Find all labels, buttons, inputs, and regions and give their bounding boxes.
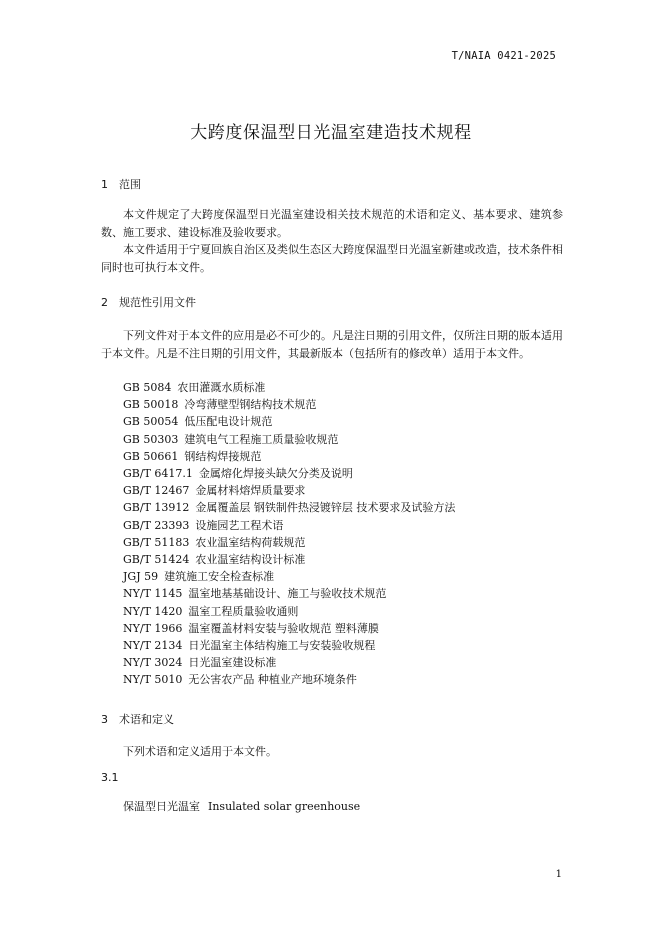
reference-code: NY/T 1420 (123, 604, 183, 618)
reference-code: NY/T 1966 (123, 621, 183, 635)
paragraph: 本文件规定了大跨度保温型日光温室建设相关技术规范的术语和定义、基本要求、建筑参数、施工要求、建设标准及验收要求。 (101, 208, 563, 239)
reference-name: 农田灌溉水质标准 (177, 381, 266, 394)
reference-item (123, 585, 455, 602)
reference-name: 日光温室主体结构施工与安装验收规程 (188, 639, 376, 653)
reference-item (123, 379, 455, 396)
reference-code: NY/T 5010 (123, 673, 183, 687)
reference-name: 无公害农产品 种植业产地环境条件 (188, 673, 357, 687)
reference-name: 低压配电设计规范 (184, 415, 273, 429)
standard-number: T/NAIA 0421-2025 (451, 50, 556, 62)
section-title: 范围 (119, 178, 141, 191)
reference-item (123, 654, 455, 671)
paragraph: 下列文件对于本文件的应用是必不可少的。凡是注日期的引用文件，仅所注日期的版本适用于本文件。凡是不注日期的引用文件，其最新版本（包括所有的修改单）适用于本文件。 (101, 329, 563, 360)
reference-code: GB/T 51424 (123, 553, 190, 567)
reference-name: 建筑电气工程施工质量验收规范 (184, 432, 339, 446)
reference-item (123, 482, 455, 499)
reference-name: 金属材料熔焊质量要求 (195, 484, 306, 498)
paragraph: 本文件适用于宁夏回族自治区及类似生态区大跨度保温型日光温室新建或改造，技术条件相同时也可执行本文件。 (101, 243, 563, 274)
reference-name: 温室覆盖材料安装与验收规范 塑料薄膜 (188, 621, 379, 635)
reference-item (123, 551, 455, 568)
reference-item (123, 413, 455, 430)
reference-code: GB/T 23393 (123, 518, 190, 532)
section-number: 2 (101, 296, 108, 309)
reference-item (123, 396, 455, 413)
reference-code: GB 5084 (123, 381, 172, 394)
section-heading-scope (101, 176, 141, 192)
normative-refs-intro (101, 327, 563, 362)
reference-name: 金属熔化焊接头缺欠分类及说明 (198, 467, 353, 481)
reference-name: 建筑施工安全检查标准 (164, 570, 275, 584)
reference-item (123, 568, 455, 585)
reference-code: GB/T 51183 (123, 535, 190, 549)
reference-name: 日光温室建设标准 (188, 656, 277, 670)
reference-name: 温室工程质量验收通则 (188, 604, 299, 618)
section-title: 规范性引用文件 (119, 296, 196, 309)
section-heading-normative-refs (101, 294, 196, 310)
reference-item (123, 671, 455, 688)
reference-code: NY/T 3024 (123, 656, 183, 670)
reference-code: GB/T 12467 (123, 484, 190, 498)
reference-code: NY/T 2134 (123, 639, 183, 653)
document-title: 大跨度保温型日光温室建造技术规程 (190, 123, 472, 143)
reference-name: 钢结构焊接规范 (184, 449, 262, 463)
reference-item (123, 517, 455, 534)
reference-name: 农业温室结构荷载规范 (195, 535, 306, 549)
reference-code: GB 50018 (123, 398, 179, 412)
reference-item (123, 465, 455, 482)
reference-item (123, 431, 455, 448)
reference-name: 设施园艺工程术语 (195, 518, 284, 532)
reference-code: GB/T 6417.1 (123, 467, 193, 481)
page-number: 1 (555, 869, 562, 880)
reference-list (123, 379, 455, 689)
reference-name: 温室地基基础设计、施工与验收技术规范 (188, 587, 387, 601)
reference-code: NY/T 1145 (123, 587, 183, 601)
reference-item (123, 534, 455, 551)
section-number: 1 (101, 178, 108, 191)
paragraph: 下列术语和定义适用于本文件。 (123, 745, 277, 758)
reference-code: GB/T 13912 (123, 501, 190, 515)
reference-code: GB 50054 (123, 415, 179, 429)
reference-name: 金属覆盖层 钢铁制件热浸镀锌层 技术要求及试验方法 (195, 501, 456, 515)
reference-name: 农业温室结构设计标准 (195, 553, 306, 567)
reference-item (123, 637, 455, 654)
reference-code: GB 50303 (123, 432, 179, 446)
reference-item (123, 448, 455, 465)
reference-item (123, 620, 455, 637)
clause-number: 3.1 (101, 771, 119, 784)
reference-code: JGJ 59 (123, 570, 159, 584)
section-heading-terms (101, 711, 174, 727)
term-entry (123, 798, 360, 814)
section-number: 3 (101, 713, 108, 726)
terms-intro (101, 743, 563, 761)
section-title: 术语和定义 (119, 713, 174, 726)
reference-name: 冷弯薄壁型钢结构技术规范 (184, 398, 317, 412)
term-chinese: 保温型日光温室 (123, 800, 200, 813)
reference-item (123, 603, 455, 620)
scope-text (101, 206, 563, 276)
term-english: Insulated solar greenhouse (208, 800, 361, 813)
reference-item (123, 499, 455, 516)
reference-code: GB 50661 (123, 449, 179, 463)
